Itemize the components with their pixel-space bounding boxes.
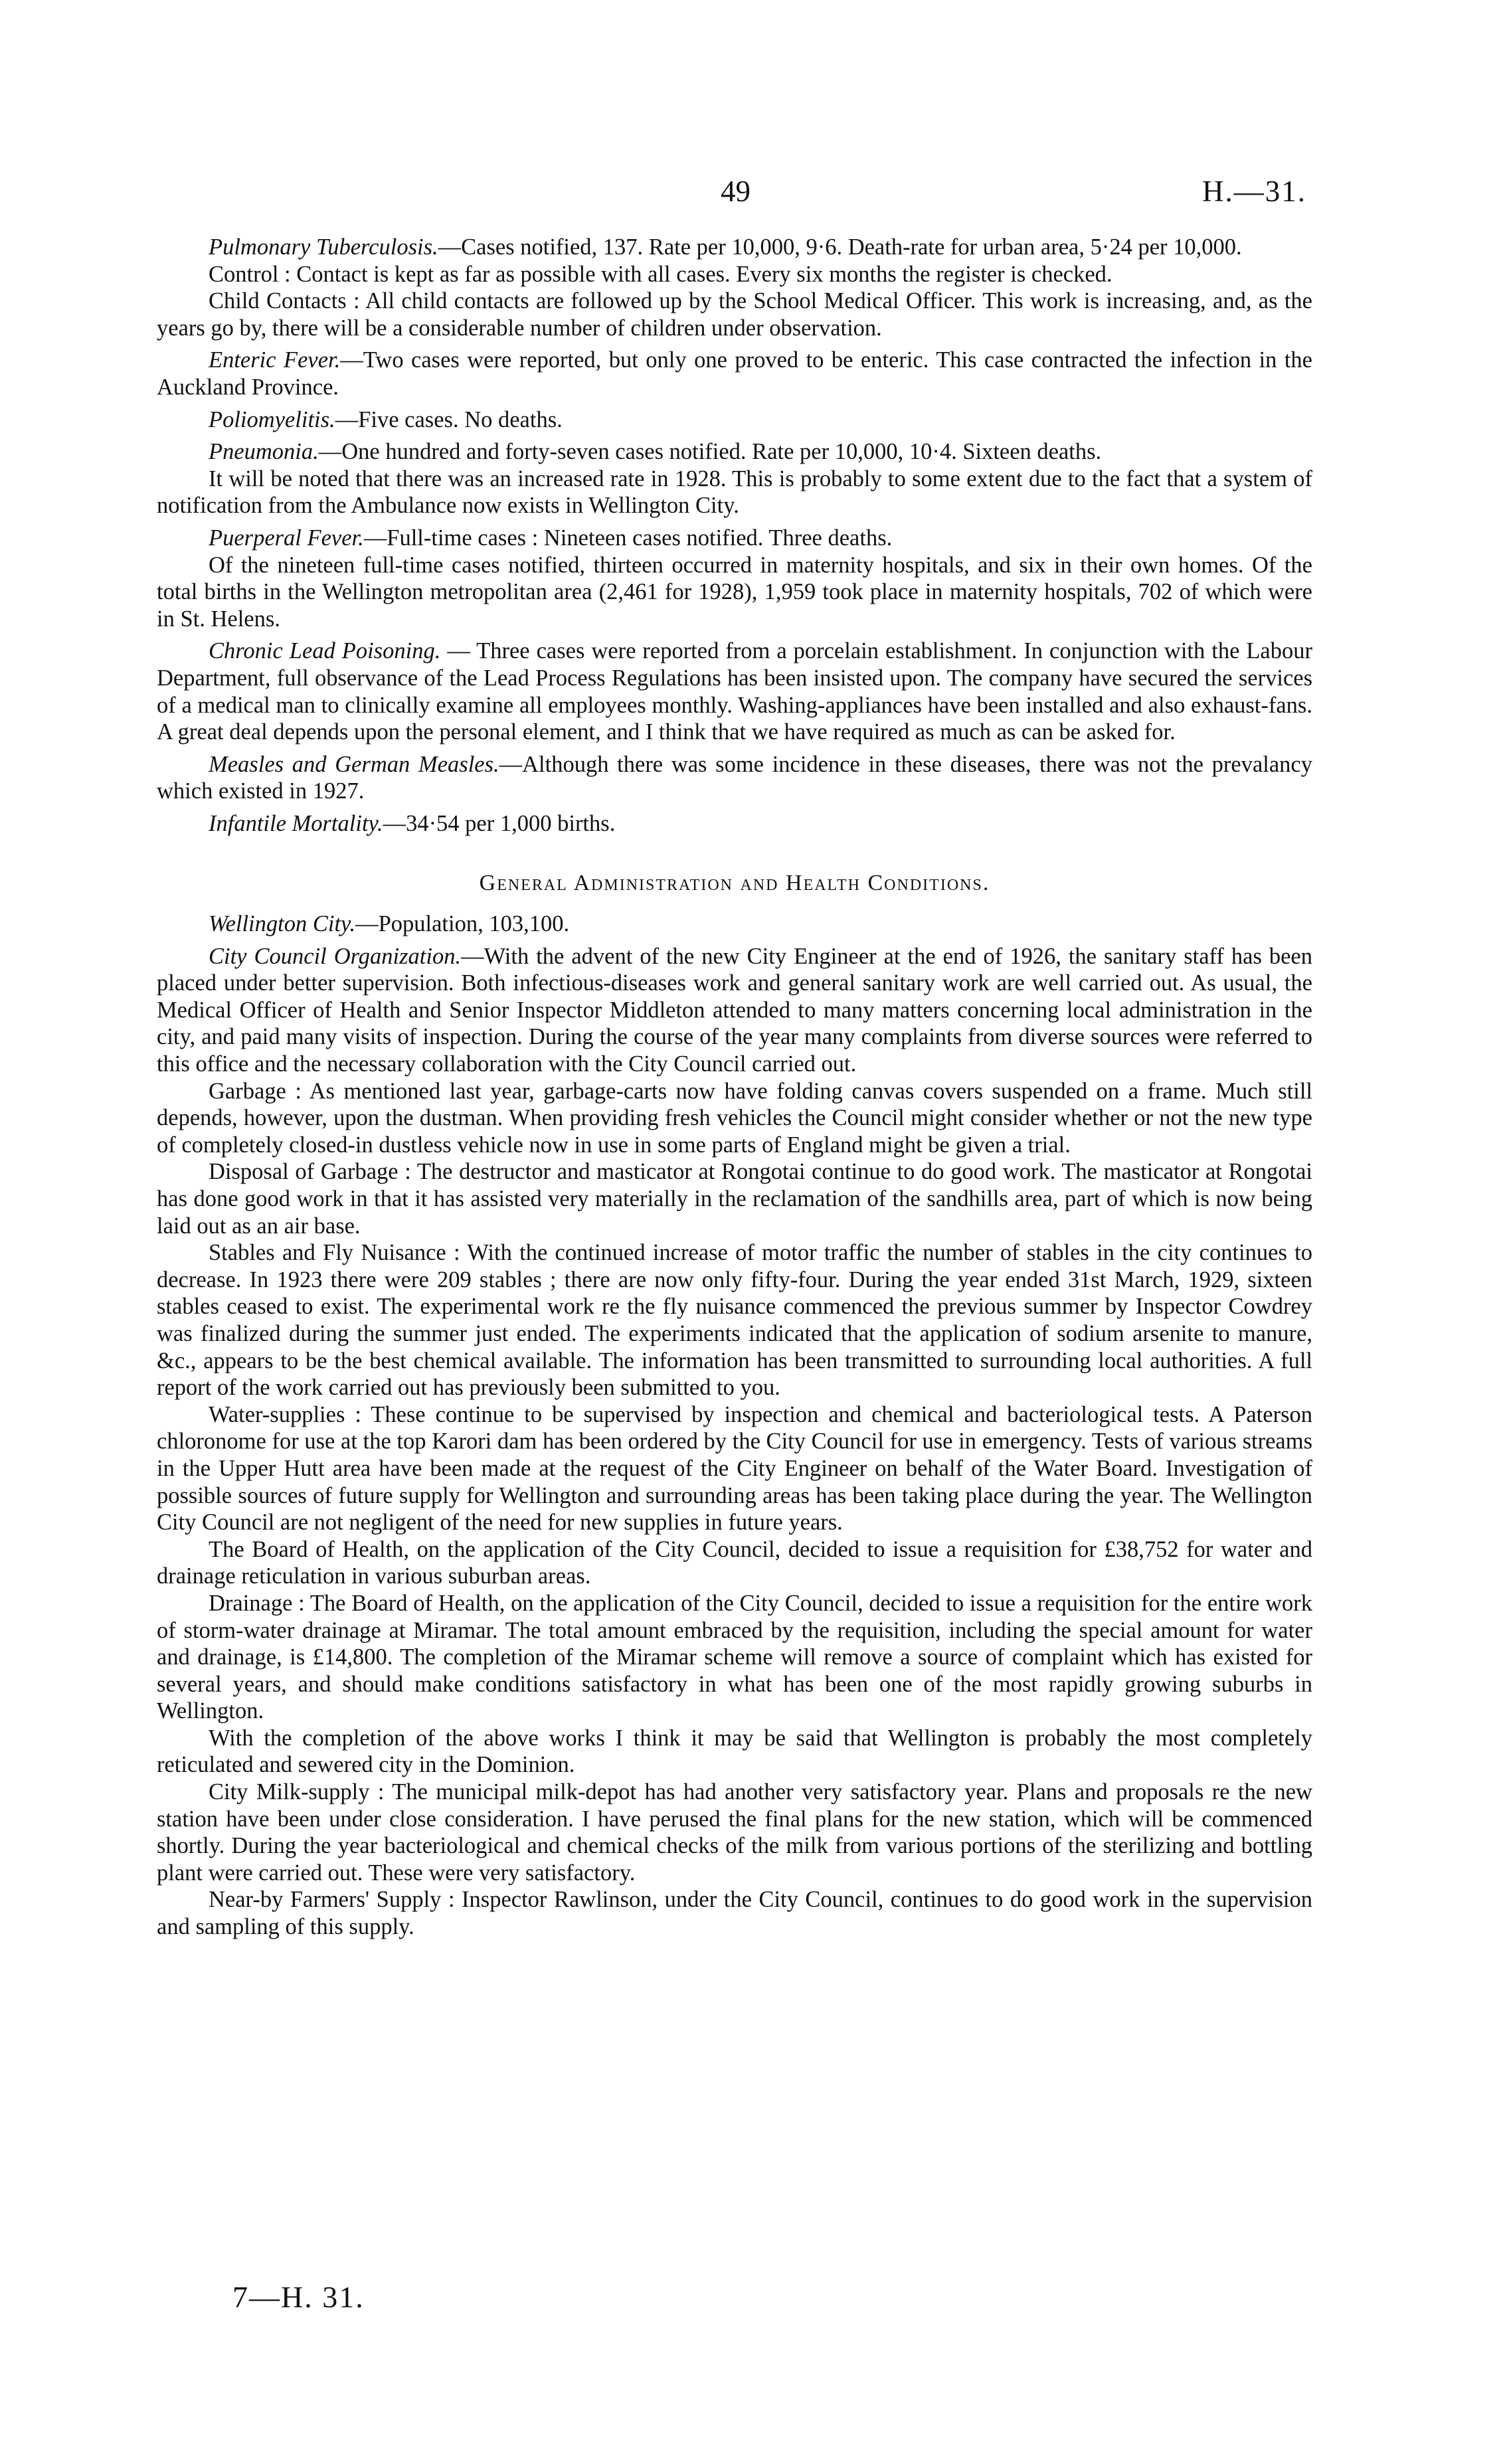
paragraph: Puerperal Fever.—Full-time cases : Nineteen cases notified. Three deaths. <box>209 525 893 551</box>
page-footer-signature: 7—H. 31. <box>232 2280 365 2314</box>
paragraph: Child Contacts : All child contacts are followed up by the School Medical Officer. This work is increasing, and, as the years go by, there will be a considerable number of children under observation. <box>157 288 1312 341</box>
paragraph: Stables and Fly Nuisance : With the continued increase of motor traffic the number of stables in the city continues to decrease. In 1923 there were 209 stables ; there are now only fifty-four. During the year ended 31st March, 1929, sixteen stables ceased to exist. The experimental work re the fly nuisance commenced the previous summer by Inspector Cowdrey was finalized during the summer just ended. The experiments indicated that the application of sodium arsenite to manure, &c., appears to be the best chemical available. The information has been transmitted to surrounding local authorities. A full report of the work carried out has previously been submitted to you. <box>157 1240 1312 1401</box>
paragraph: It will be noted that there was an increased rate in 1928. This is probably to some extent due to the fact that a system of notification from the Ambulance now exists in Wellington City. <box>157 466 1312 519</box>
paragraph: Disposal of Garbage : The destructor and masticator at Rongotai continue to do good work. The masticator at Rongotai has done good work in that it has assisted very materially in the reclamation of the sandhills area, part of which is now being laid out as an air base. <box>157 1159 1312 1239</box>
paragraph: Chronic Lead Poisoning. — Three cases were reported from a porcelain establishment. In conjunction with the Labour Department, full observance of the Lead Process Regulations has been insisted upon. The company have secured the services of a medical man to clinically examine all employees monthly. Washing-appliances have been installed and also exhaust-fans. A great deal depends upon the personal element, and I think that we have required as much as can be asked for. <box>157 638 1312 745</box>
section-heading: General Administration and Health Conditions. <box>479 871 990 896</box>
paragraph: The Board of Health, on the application of the City Council, decided to issue a requisition for £38,752 for water and drainage reticulation in various suburban areas. <box>157 1536 1312 1589</box>
paragraph: Of the nineteen full-time cases notified, thirteen occurred in maternity hospitals, and six in their own homes. Of the total births in the Wellington metropolitan area (2,461 for 1928), 1,959 took place in maternity hospitals, 702 of which were in St. Helens. <box>157 552 1312 632</box>
paragraph: Drainage : The Board of Health, on the application of the City Council, decided to issue a requisition for the entire work of storm-water drainage at Miramar. The total amount embraced by the requisition, including the special amount for water and drainage, is £14,800. The completion of the Miramar scheme will remove a source of complaint which has existed for several years, and should make conditions satisfactory in what has been one of the most rapidly growing suburbs in Wellington. <box>157 1590 1312 1724</box>
paragraph: Infantile Mortality.—34·54 per 1,000 births. <box>209 810 616 836</box>
paragraph: Enteric Fever.—Two cases were reported, but only one proved to be enteric. This case contracted the infection in the Auckland Province. <box>157 347 1312 400</box>
page-header <box>0 174 1507 214</box>
paragraph: Wellington City.—Population, 103,100. <box>209 911 570 937</box>
document-reference: H.—31. <box>1202 175 1306 208</box>
paragraph: Garbage : As mentioned last year, garbage-carts now have folding canvas covers suspended on a frame. Much still depends, however, upon the dustman. When providing fresh vehicles the Council might consider whether or not the new type of completely closed-in dustless vehicle now in use in some parts of England might be given a trial. <box>157 1078 1312 1158</box>
paragraph: City Council Organization.—With the advent of the new City Engineer at the end of 1926, the sanitary staff has been placed under better supervision. Both infectious-diseases work and general sanitary work are well carried out. As usual, the Medical Officer of Health and Senior Inspector Middleton attended to many matters concerning local administration in the city, and paid many visits of inspection. During the course of the year many complaints from diverse sources were referred to this office and the necessary collaboration with the City Council carried out. <box>157 943 1312 1077</box>
paragraph: Poliomyelitis.—Five cases. No deaths. <box>209 406 563 432</box>
paragraph: With the completion of the above works I think it may be said that Wellington is probably the most completely reticulated and sewered city in the Dominion. <box>157 1725 1312 1778</box>
paragraph: Pneumonia.—One hundred and forty-seven cases notified. Rate per 10,000, 10·4. Sixteen deaths. <box>209 439 1102 465</box>
paragraph: Near-by Farmers' Supply : Inspector Rawlinson, under the City Council, continues to do good work in the supervision and sampling of this supply. <box>157 1887 1312 1940</box>
page-number: 49 <box>721 175 751 208</box>
body-text <box>157 234 1312 1941</box>
paragraph: Control : Contact is kept as far as possible with all cases. Every six months the register is checked. <box>209 261 1112 287</box>
paragraph: Measles and German Measles.—Although there was some incidence in these diseases, there was not the prevalancy which existed in 1927. <box>157 751 1312 804</box>
paragraph: City Milk-supply : The municipal milk-depot has had another very satisfactory year. Plans and proposals re the new station have been under close consideration. I have perused the final plans for the new station, which will be commenced shortly. During the year bacteriological and chemical checks of the milk from various portions of the sterilizing and bottling plant were carried out. These were very satisfactory. <box>157 1779 1312 1886</box>
paragraph: Water-supplies : These continue to be supervised by inspection and chemical and bacteriological tests. A Paterson chloronome for use at the top Karori dam has been ordered by the City Council for use in emergency. Tests of various streams in the Upper Hutt area have been made at the request of the City Engineer on behalf of the Water Board. Investigation of possible sources of future supply for Wellington and surrounding areas has been taking place during the year. The Wellington City Council are not negligent of the need for new supplies in future years. <box>157 1401 1312 1536</box>
paragraph: Pulmonary Tuberculosis.—Cases notified, 137. Rate per 10,000, 9·6. Death-rate for urban area, 5·24 per 10,000. <box>209 234 1242 260</box>
